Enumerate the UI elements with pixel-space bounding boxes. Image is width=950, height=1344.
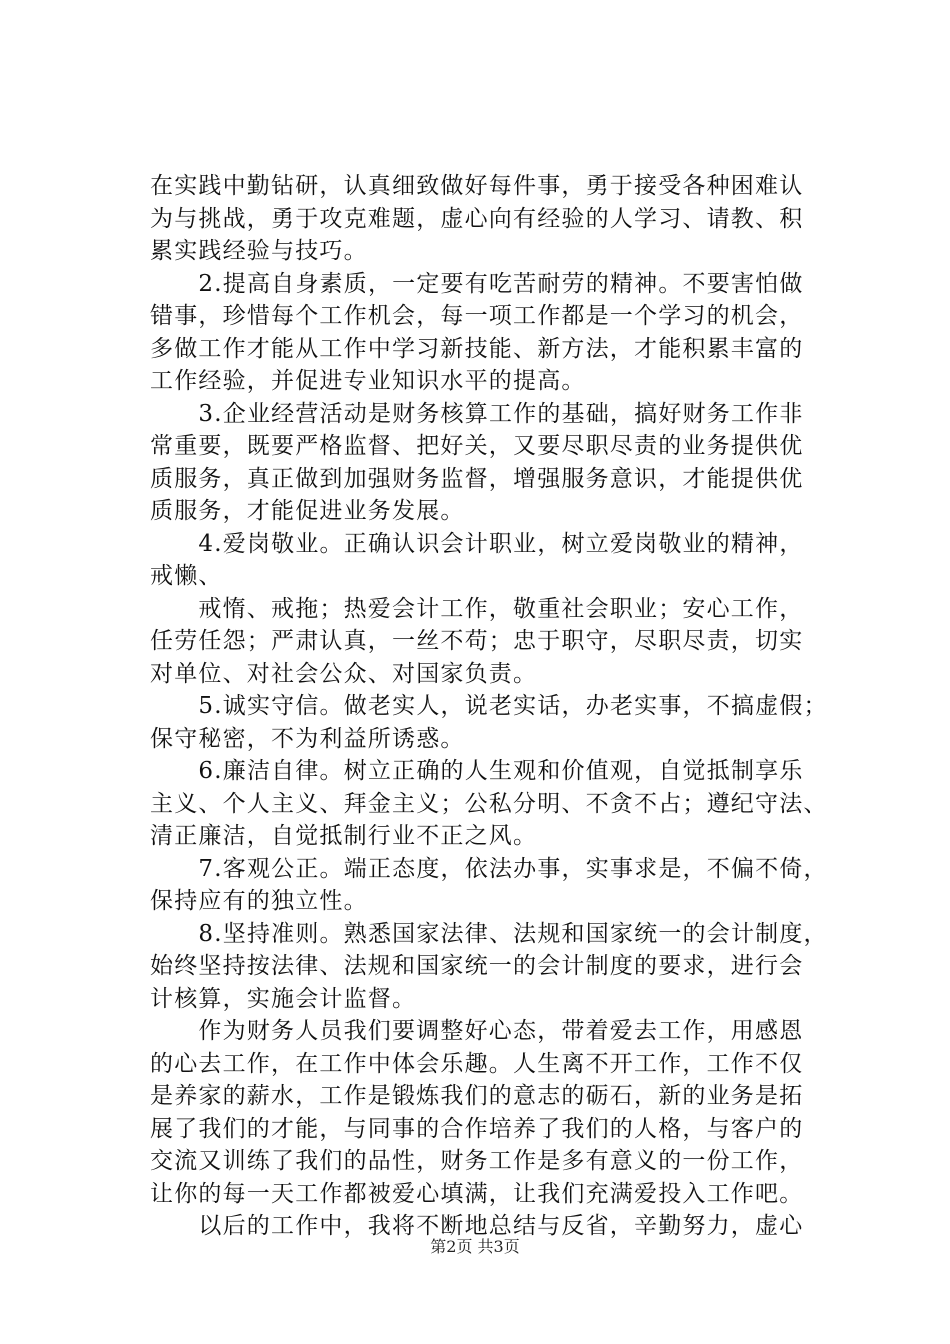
text-line: 多做工作才能从工作中学习新技能、新方法，才能积累丰富的 (150, 335, 804, 362)
text-line: 质服务，才能促进业务发展。 (150, 498, 465, 524)
text-line: 累实践经验与技巧。 (150, 238, 368, 264)
text-line: 让你的每一天工作都被爱心填满，让我们充满爱投入工作吧。 (150, 1180, 804, 1207)
text-line: 工作经验，并促进专业知识水平的提高。 (150, 368, 586, 394)
text-line: 以后的工作中，我将不断地总结与反省，辛勤努力，虚心 (150, 1213, 804, 1239)
text-line: 在实践中勤钻研，认真细致做好每件事，勇于接受各种困难认 (150, 173, 804, 199)
text-line: 8.坚持准则。熟悉国家法律、法规和国家统一的会计制度， (150, 920, 828, 947)
text-line: 始终坚持按法律、法规和国家统一的会计制度的要求，进行会 (150, 953, 804, 979)
text-line: 戒惰、戒拖；热爱会计工作，敬重社会职业；安心工作， (150, 595, 804, 622)
text-line: 常重要，既要严格监督、把好关，又要尽职尽责的业务提供优 (150, 433, 804, 459)
text-line: 4.爱岗敬业。正确认识会计职业，树立爱岗敬业的精神， (150, 530, 804, 557)
paragraph-5 (150, 593, 830, 691)
text-line: 7.客观公正。端正态度，依法办事，实事求是，不偏不倚， (150, 855, 828, 882)
paragraph-10 (150, 1015, 830, 1210)
text-line: 错事，珍惜每个工作机会，每一项工作都是一个学习的机会， (150, 303, 804, 329)
paragraph-4 (150, 528, 830, 593)
text-line: 2.提高自身素质，一定要有吃苦耐劳的精神。不要害怕做 (150, 270, 804, 297)
text-line: 展了我们的才能，与同事的合作培养了我们的人格，与客户的 (150, 1115, 804, 1142)
text-line: 对单位、对社会公众、对国家负责。 (150, 660, 538, 687)
document-body (150, 170, 830, 1243)
paragraph-1 (150, 170, 830, 268)
paragraph-3 (150, 398, 830, 528)
text-line: 任劳任怨；严肃认真，一丝不苟；忠于职守，尽职尽责，切实 (150, 628, 804, 654)
text-line: 主义、个人主义、拜金主义；公私分明、不贪不占；遵纪守法、 (150, 790, 828, 817)
page-number-footer: 第2页 共3页 (430, 1237, 520, 1256)
text-line: 的心去工作，在工作中体会乐趣。人生离不开工作，工作不仅 (150, 1050, 804, 1077)
text-line: 戒懒、 (150, 563, 223, 589)
text-line: 保守秘密，不为利益所诱惑。 (150, 725, 465, 752)
paragraph-8 (150, 853, 830, 918)
text-line: 5.诚实守信。做老实人，说老实话，办老实事，不搞虚假； (150, 693, 828, 719)
text-line: 计核算，实施会计监督。 (150, 985, 417, 1012)
paragraph-2 (150, 268, 830, 398)
text-line: 质服务，真正做到加强财务监督，增强服务意识，才能提供优 (150, 465, 804, 492)
text-line: 是养家的薪水，工作是锻炼我们的意志的砺石，新的业务是拓 (150, 1083, 804, 1109)
text-line: 6.廉洁自律。树立正确的人生观和价值观，自觉抵制享乐 (150, 758, 804, 784)
paragraph-9 (150, 918, 830, 1016)
text-line: 作为财务人员我们要调整好心态，带着爱去工作，用感恩 (150, 1018, 804, 1044)
text-line: 3.企业经营活动是财务核算工作的基础，搞好财务工作非 (150, 400, 804, 427)
text-line: 交流又训练了我们的品性，财务工作是多有意义的一份工作， (150, 1148, 804, 1174)
paragraph-6 (150, 690, 830, 755)
paragraph-7 (150, 755, 830, 853)
text-line: 清正廉洁，自觉抵制行业不正之风。 (150, 823, 538, 849)
text-line: 为与挑战，勇于攻克难题，虚心向有经验的人学习、请教、积 (150, 205, 804, 232)
text-line: 保持应有的独立性。 (150, 888, 368, 914)
